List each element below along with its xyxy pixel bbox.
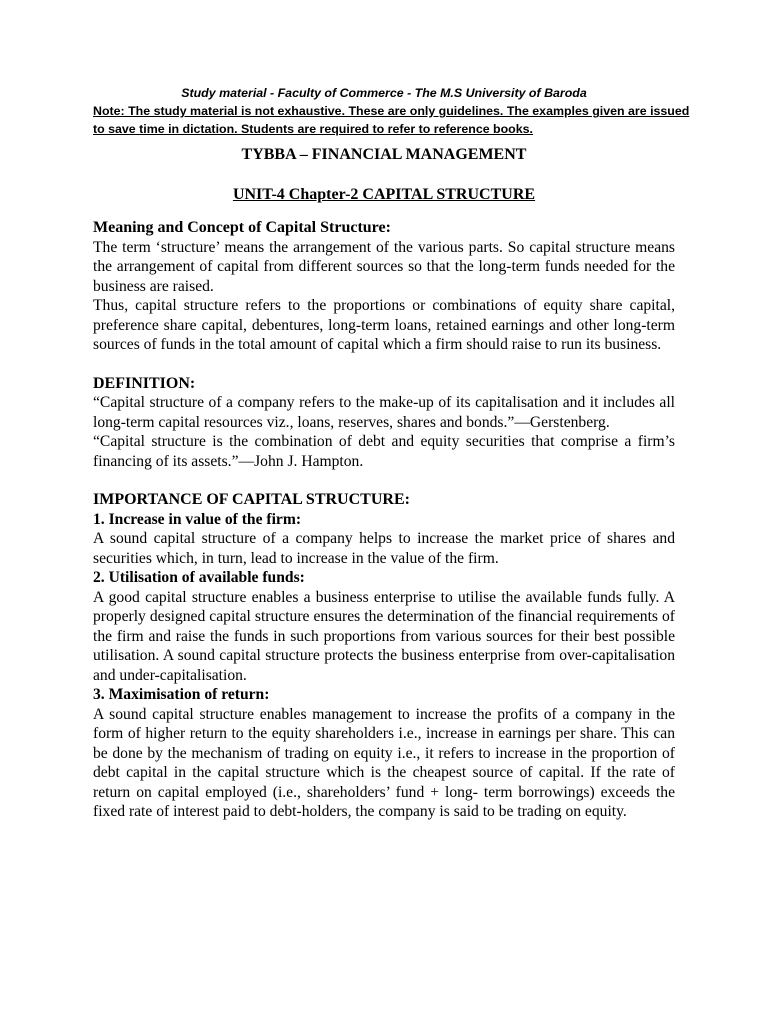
meaning-heading: Meaning and Concept of Capital Structure: [93,219,391,236]
importance-point-2-title: 2. Utilisation of available funds: [93,569,305,586]
note-line-1: Note: The study material is not exhaustive. These are only guidelines. The examples given are issued [93,104,690,118]
definition-heading: DEFINITION: [93,374,196,392]
note-line-2: to save time in dictation. Students are required to refer to reference books. [93,122,533,136]
unit-title: UNIT-4 Chapter-2 CAPITAL STRUCTURE [232,186,536,203]
importance-heading: IMPORTANCE OF CAPITAL STRUCTURE: [93,491,410,508]
importance-point-3-text: A sound capital structure enables management to increase the profits of a company in the form of higher return to the equity shareholders i.e., increase in earnings per share. This can be done by the mechanism of trading on equity i.e., it refers to increase in the proportion of debt capital in the capital structure which is the cheapest source of capital. If the rate of return on capital employed (i.e., shareholders’ fund + long- term borrowings) exceeds the fixed rate of interest paid to debt-holders, the company is said to be trading on equity. [93,705,675,820]
course-title: TYBBA – FINANCIAL MANAGEMENT [241,146,527,163]
importance-point-2-text: A good capital structure enables a business enterprise to utilise the available funds fully. A properly designed capital structure ensures the determination of the financial requirements of the firm and raise the funds in such proportions from various sources for their best possible utilisation. A sound capital structure protects the business enterprise from over-capitalisation and under-capitalisation. [93,588,675,684]
definition-paragraph-2: “Capital structure is the combination of debt and equity securities that comprise a firm’s financing of its assets.”—John J. Hampton. [93,433,675,470]
source-line: Study material - Faculty of Commerce - The M.S University of Baroda [181,86,587,100]
meaning-paragraph-2: Thus, capital structure refers to the proportions or combinations of equity share capital, preference share capital, debentures, long-term loans, retained earnings and other long-term sources of funds in the total amount of capital which a firm should raise to run its business. [93,297,675,353]
meaning-paragraph-1: The term ‘structure’ means the arrangement of the various parts. So capital structure means the arrangement of capital from different sources so that the long-term funds needed for the business are raised. [93,238,675,295]
document-page [93,84,690,822]
definition-paragraph-1: “Capital structure of a company refers to the make-up of its capitalisation and it includes all long-term capital resources viz., loans, reserves, shares and bonds.”—Gerstenberg. [93,394,675,431]
importance-point-1-text: A sound capital structure of a company helps to increase the market price of shares and securities which, in turn, lead to increase in the value of the firm. [93,530,675,567]
importance-point-1-title: 1. Increase in value of the firm: [93,510,302,528]
importance-point-3-title: 3. Maximisation of return: [93,686,270,703]
